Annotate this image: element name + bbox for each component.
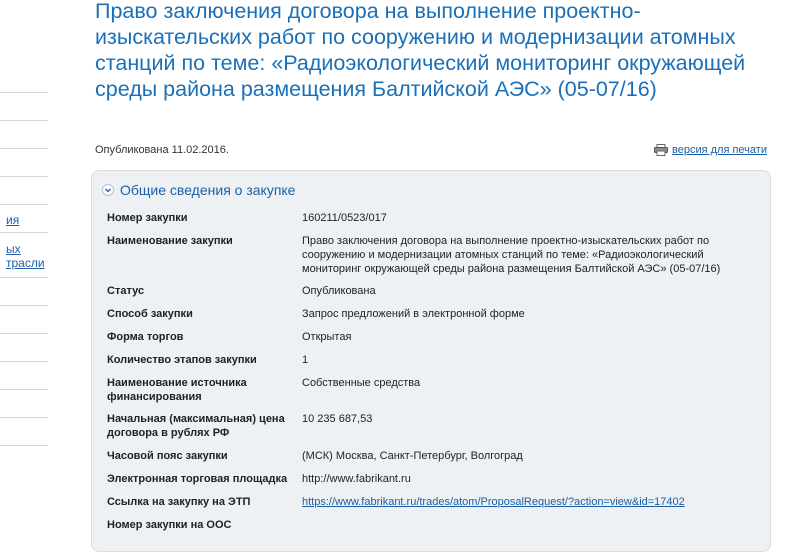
row-label: Статус xyxy=(107,285,145,297)
sidebar-divider xyxy=(0,204,48,205)
sidebar-link[interactable]: ых xyxy=(6,242,21,256)
sidebar-divider xyxy=(0,277,48,278)
chevron-down-icon[interactable] xyxy=(102,184,114,196)
row-value: 1 xyxy=(302,354,309,366)
row-label: Электронная торговая площадка xyxy=(107,473,288,485)
left-sidebar xyxy=(0,0,78,533)
row-value: Запрос предложений в электронной форме xyxy=(302,308,525,320)
sidebar-divider xyxy=(0,361,48,362)
row-label: Количество этапов закупки xyxy=(107,354,257,366)
sidebar-divider xyxy=(0,232,48,233)
row-value: Право заключения договора на выполнение проектно-изыскательских работ по сооружению и модернизации атомных станций по теме: «Радиоэкологический мониторинг окружающей среды района размещения Балтийской АЭС» (05-07/16) xyxy=(302,235,721,275)
panel-header[interactable] xyxy=(102,182,295,198)
row-value: Открытая xyxy=(302,331,352,343)
row-label: Начальная (максимальная) цена договора в рублях РФ xyxy=(107,413,285,439)
row-value: Опубликована xyxy=(302,285,376,297)
sidebar-divider xyxy=(0,148,48,149)
row-value: Собственные средства xyxy=(302,377,421,389)
print-version-link[interactable] xyxy=(654,144,767,156)
row-value: http://www.fabrikant.ru xyxy=(302,473,411,485)
sidebar-divider xyxy=(0,120,48,121)
row-label: Наименование закупки xyxy=(107,235,233,247)
printer-icon xyxy=(654,144,668,156)
sidebar-divider xyxy=(0,305,48,306)
procurement-info-panel xyxy=(91,170,771,552)
panel-heading[interactable]: Общие сведения о закупке xyxy=(120,182,296,198)
print-version-label[interactable]: версия для печати xyxy=(672,144,767,156)
row-label: Наименование источника финансирования xyxy=(107,377,247,403)
row-label: Номер закупки xyxy=(107,212,188,224)
sidebar-divider xyxy=(0,389,48,390)
sidebar-divider xyxy=(0,176,48,177)
sidebar-link[interactable]: ия xyxy=(6,213,20,227)
row-value: 10 235 687,53 xyxy=(302,413,373,425)
published-date: Опубликована 11.02.2016. xyxy=(95,144,229,156)
row-label: Часовой пояс закупки xyxy=(107,450,228,462)
sidebar-divider xyxy=(0,92,48,93)
row-value: (МСК) Москва, Санкт-Петербург, Волгоград xyxy=(302,450,523,462)
sidebar-divider xyxy=(0,333,48,334)
page-title: Право заключения договора на выполнение проектно-изыскательских работ по сооружению и модернизации атомных станций по теме: «Радиоэкологический мониторинг окружающей среды района размещения Балтийской АЭС» (05-07/16) xyxy=(95,0,746,101)
row-label: Способ закупки xyxy=(107,308,193,320)
row-label: Номер закупки на ООС xyxy=(107,519,232,531)
sidebar-divider xyxy=(0,445,48,446)
sidebar-divider xyxy=(0,417,48,418)
row-label: Форма торгов xyxy=(107,331,184,343)
row-value: 160211/0523/017 xyxy=(302,212,387,224)
row-label: Ссылка на закупку на ЭТП xyxy=(107,496,251,508)
etp-procurement-link[interactable]: https://www.fabrikant.ru/trades/atom/ProposalRequest/?action=view&id=17402 xyxy=(302,496,685,508)
sidebar-link[interactable]: трасли xyxy=(6,256,45,270)
